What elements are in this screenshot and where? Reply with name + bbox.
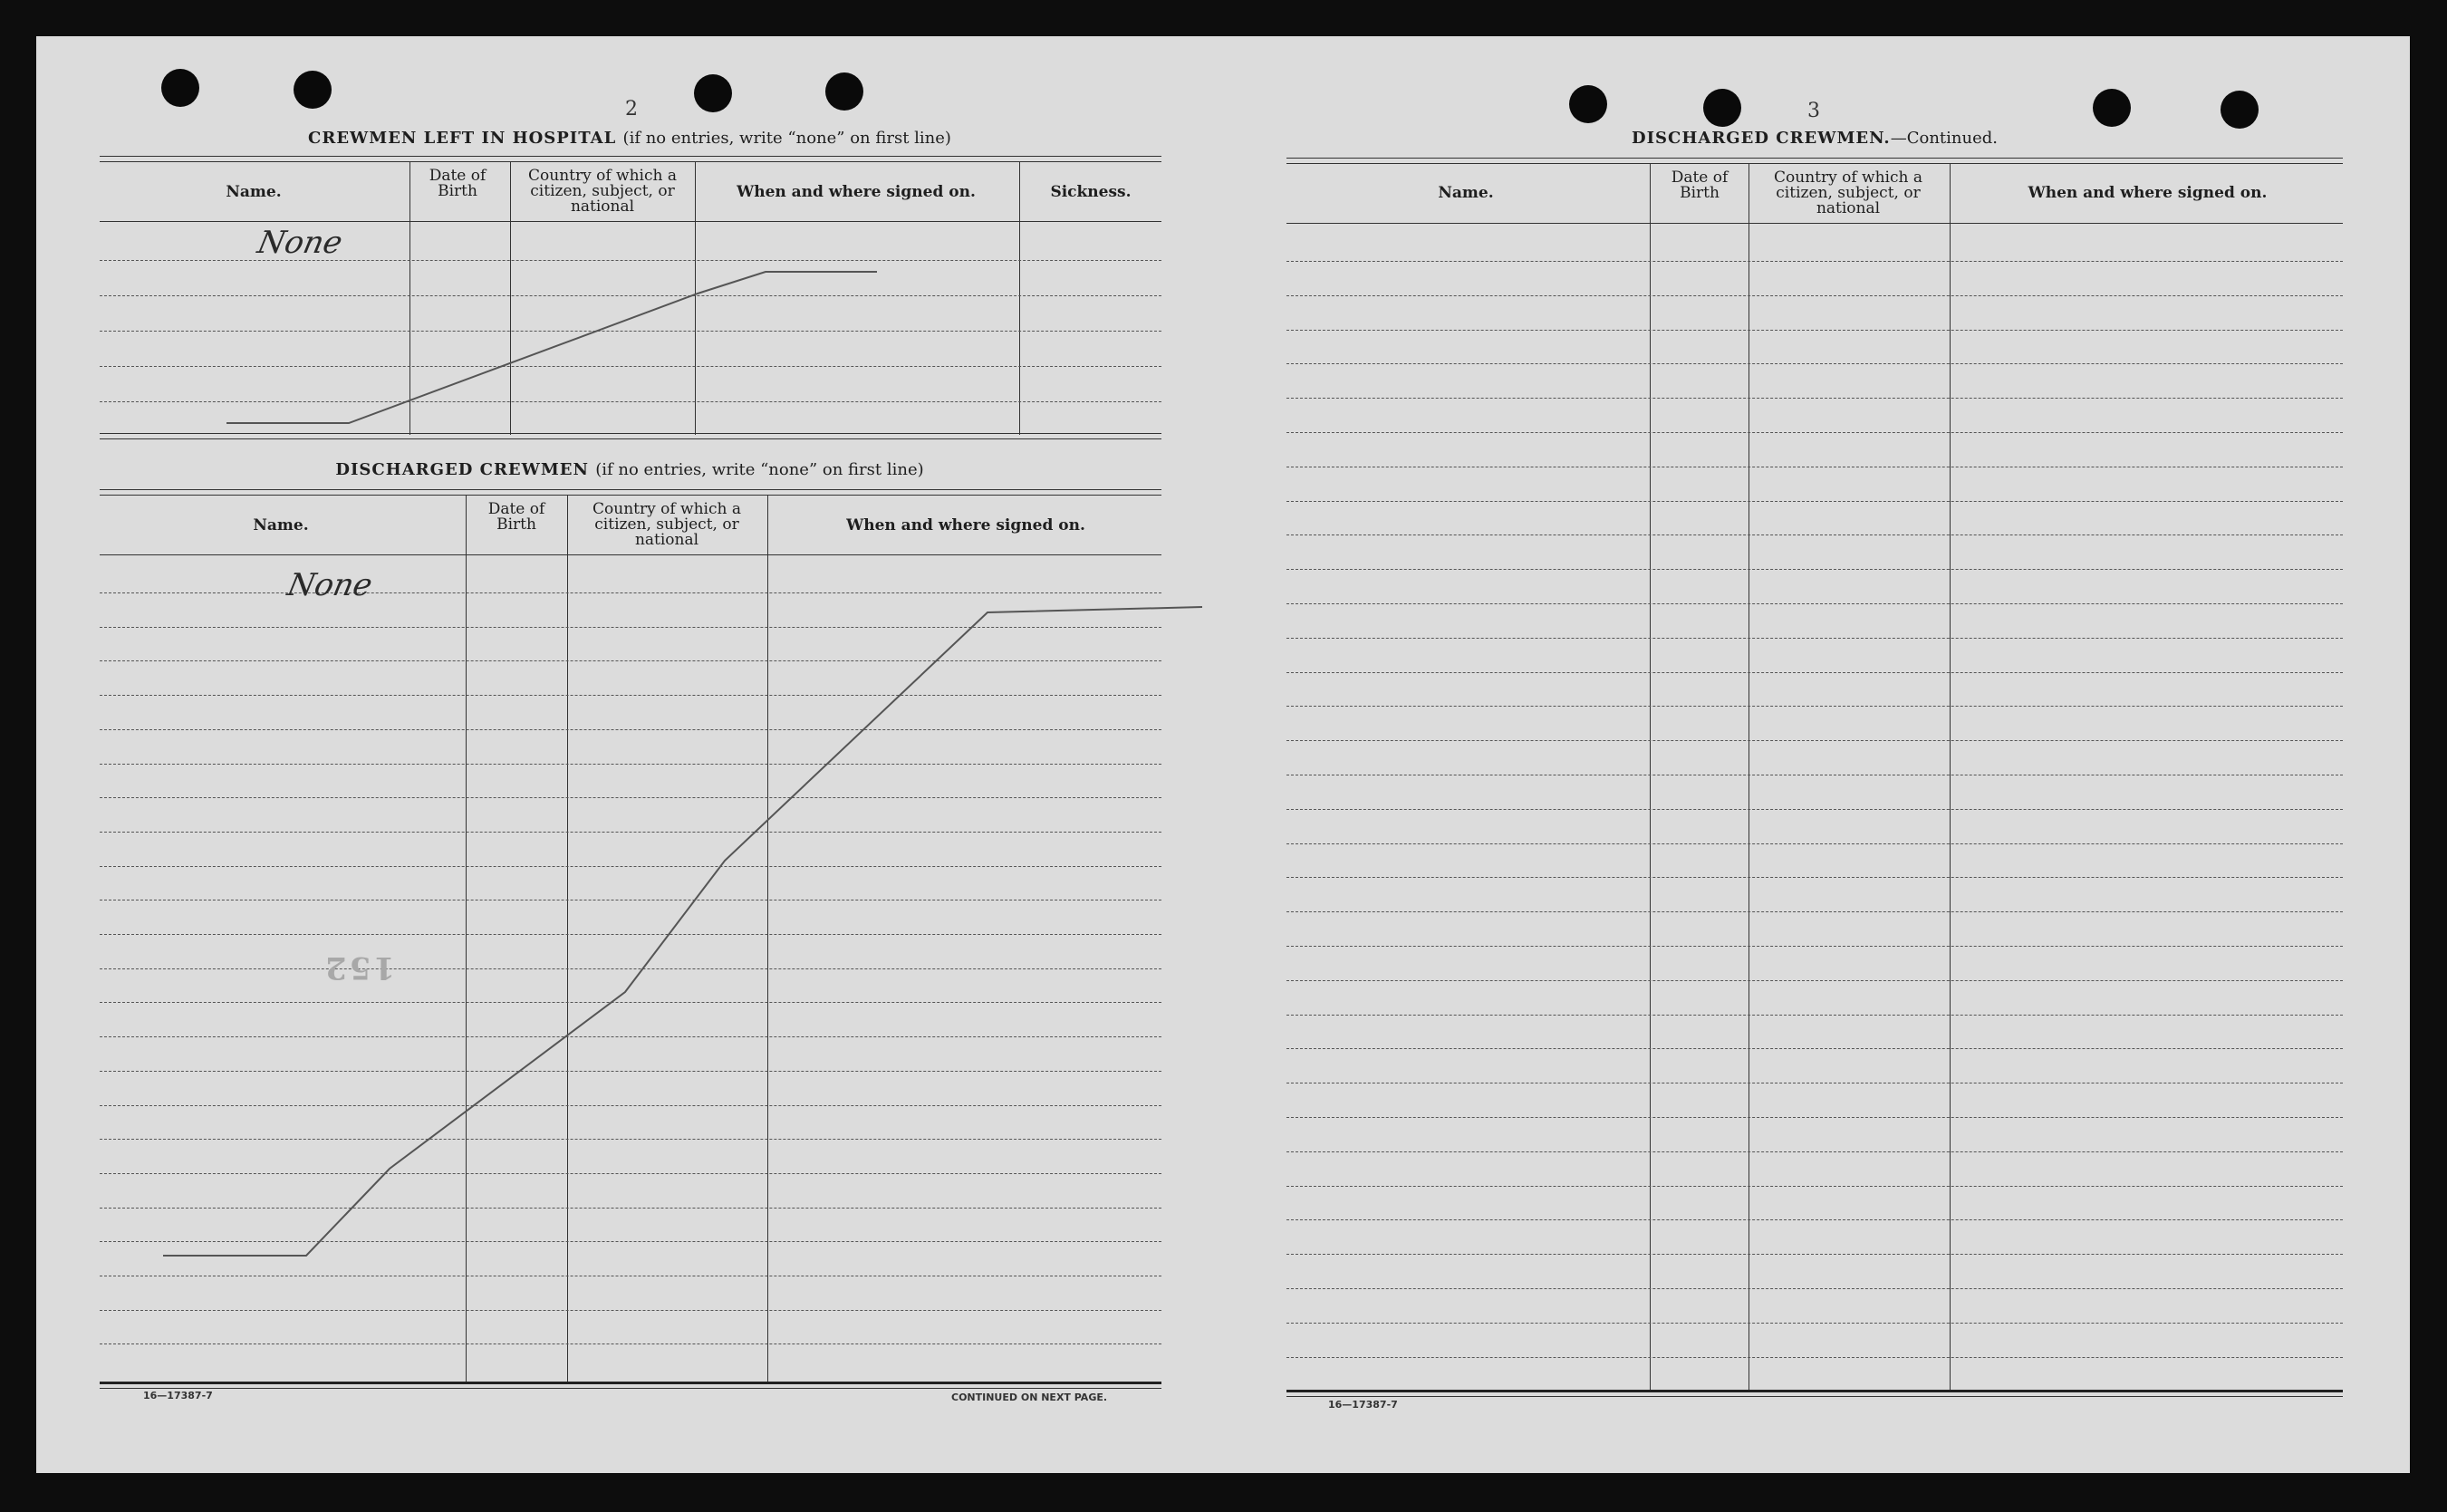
hospital-col-name: Name. <box>226 183 282 201</box>
discharged-handwritten-none: None <box>284 567 376 603</box>
hospital-col-country: Country of which a citizen, subject, or national <box>528 167 677 216</box>
hospital-col-dob: Date of Birth <box>429 167 487 200</box>
hospital-strike-line <box>226 272 877 423</box>
continued-note: CONTINUED ON NEXT PAGE. <box>951 1392 1108 1403</box>
left-form-number: 16—17387-7 <box>143 1390 213 1401</box>
hospital-title-note: (if no entries, write “none” on first line) <box>622 129 951 148</box>
discharged-col-dob: Date of Birth <box>487 500 545 534</box>
discharged-col-country: Country of which a citizen, subject, or national <box>592 500 741 549</box>
right-col-country: Country of which a citizen, subject, or national <box>1774 169 1922 217</box>
hospital-handwritten-none: None <box>254 225 346 261</box>
hospital-col-signed-on: When and where signed on. <box>737 183 976 201</box>
hospital-col-sickness: Sickness. <box>1050 183 1132 201</box>
discharged-title-text: DISCHARGED CREWMEN <box>335 460 589 479</box>
discharged-title-note: (if no entries, write “none” on first line) <box>595 460 924 479</box>
right-title-suffix: —Continued. <box>1890 129 1998 148</box>
discharged-col-signed-on: When and where signed on. <box>846 516 1085 534</box>
right-page-number: 3 <box>1807 100 1820 122</box>
stamp-number: 152 <box>323 949 395 986</box>
left-page-number: 2 <box>625 98 638 120</box>
discharged-col-name: Name. <box>253 516 309 534</box>
right-col-signed-on: When and where signed on. <box>2028 184 2268 202</box>
right-form-number: 16—17387-7 <box>1328 1399 1398 1411</box>
right-col-dob: Date of Birth <box>1671 169 1729 202</box>
right-title-text: DISCHARGED CREWMEN. <box>1632 129 1891 148</box>
hospital-title-text: CREWMEN LEFT IN HOSPITAL <box>308 129 617 148</box>
discharged-strike-line <box>163 607 1202 1256</box>
right-col-name: Name. <box>1438 184 1494 202</box>
